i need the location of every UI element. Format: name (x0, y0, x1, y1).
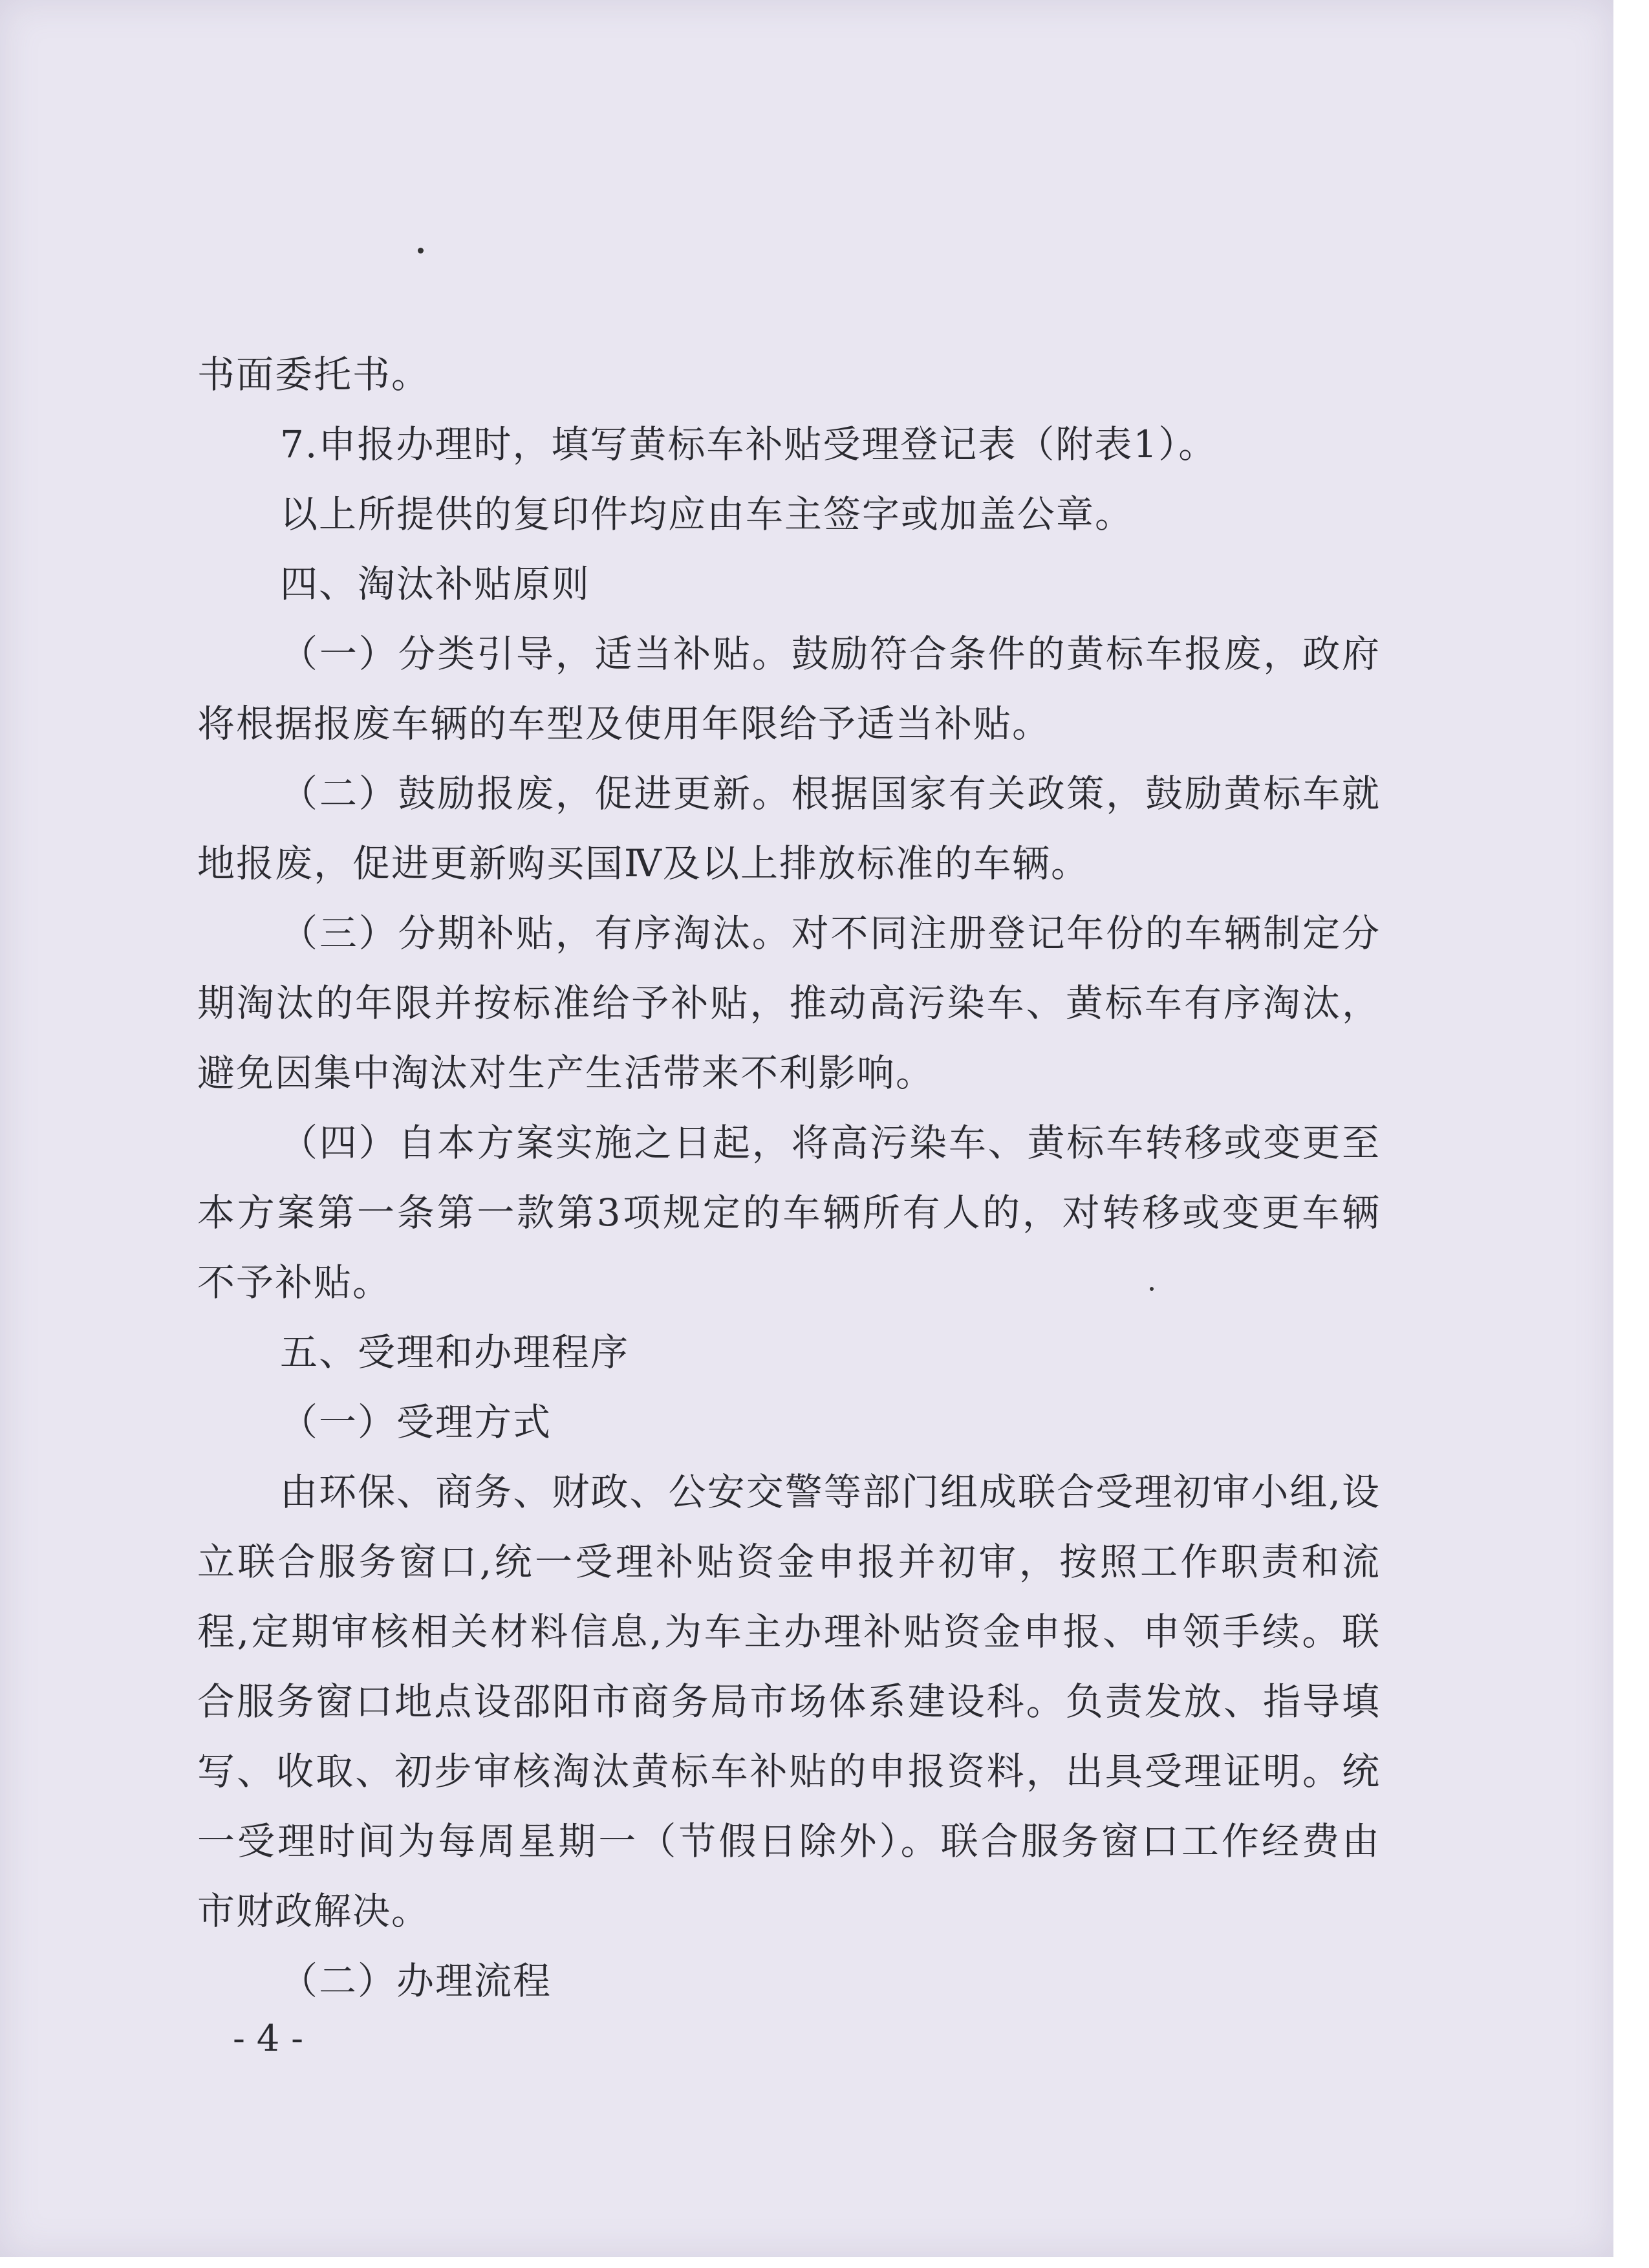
paragraph: 以上所提供的复印件均应由车主签字或加盖公章。 (280, 492, 1134, 536)
section-heading: 四、淘汰补贴原则 (280, 562, 591, 606)
paragraph: 书面委托书。 (197, 352, 431, 396)
paragraph: （四）自本方案实施之日起，将高污染车、黄标车转移或变更至本方案第一条第一款第3项规定的车辆所有人的，对转移或变更车辆不予补贴。 (197, 1121, 1381, 1304)
paragraph: （一）分类引导，适当补贴。鼓励符合条件的黄标车报废，政府将根据报废车辆的车型及使用年限给予适当补贴。 (197, 632, 1381, 746)
paragraph: 7.申报办理时，填写黄标车补贴受理登记表（附表1）。 (280, 422, 1218, 466)
paragraph: （三）分期补贴，有序淘汰。对不同注册登记年份的车辆制定分期淘汰的年限并按标准给予补贴，推动高污染车、黄标车有序淘汰，避免因集中淘汰对生产生活带来不利影响。 (197, 911, 1381, 1095)
paragraph: 由环保、商务、财政、公安交警等部门组成联合受理初审小组,设立联合服务窗口,统一受理补贴资金申报并初审，按照工作职责和流程,定期审核相关材料信息,为车主办理补贴资金申报、申领手续。联合服务窗口地点设邵阳市商务局市场体系建设科。负责发放、指导填写、收取、初步审核淘汰黄标车补贴的申报资料，出具受理证明。统一受理时间为每周星期一（节假日除外）。联合服务窗口工作经费由市财政解决。 (197, 1470, 1381, 1933)
section-heading: 五、受理和办理程序 (280, 1330, 630, 1374)
subsection-heading: （一）受理方式 (280, 1400, 552, 1444)
document-body (197, 340, 1381, 2016)
scan-speck (418, 248, 424, 254)
paragraph: （二）鼓励报废，促进更新。根据国家有关政策，鼓励黄标车就地报废，促进更新购买国Ⅳ及以上排放标准的车辆。 (197, 772, 1381, 885)
page-number: - 4 - (233, 2018, 304, 2060)
scan-margin-bottom (0, 2257, 1649, 2268)
scan-margin-right (1613, 0, 1649, 2268)
subsection-heading: （二）办理流程 (280, 1959, 552, 2003)
